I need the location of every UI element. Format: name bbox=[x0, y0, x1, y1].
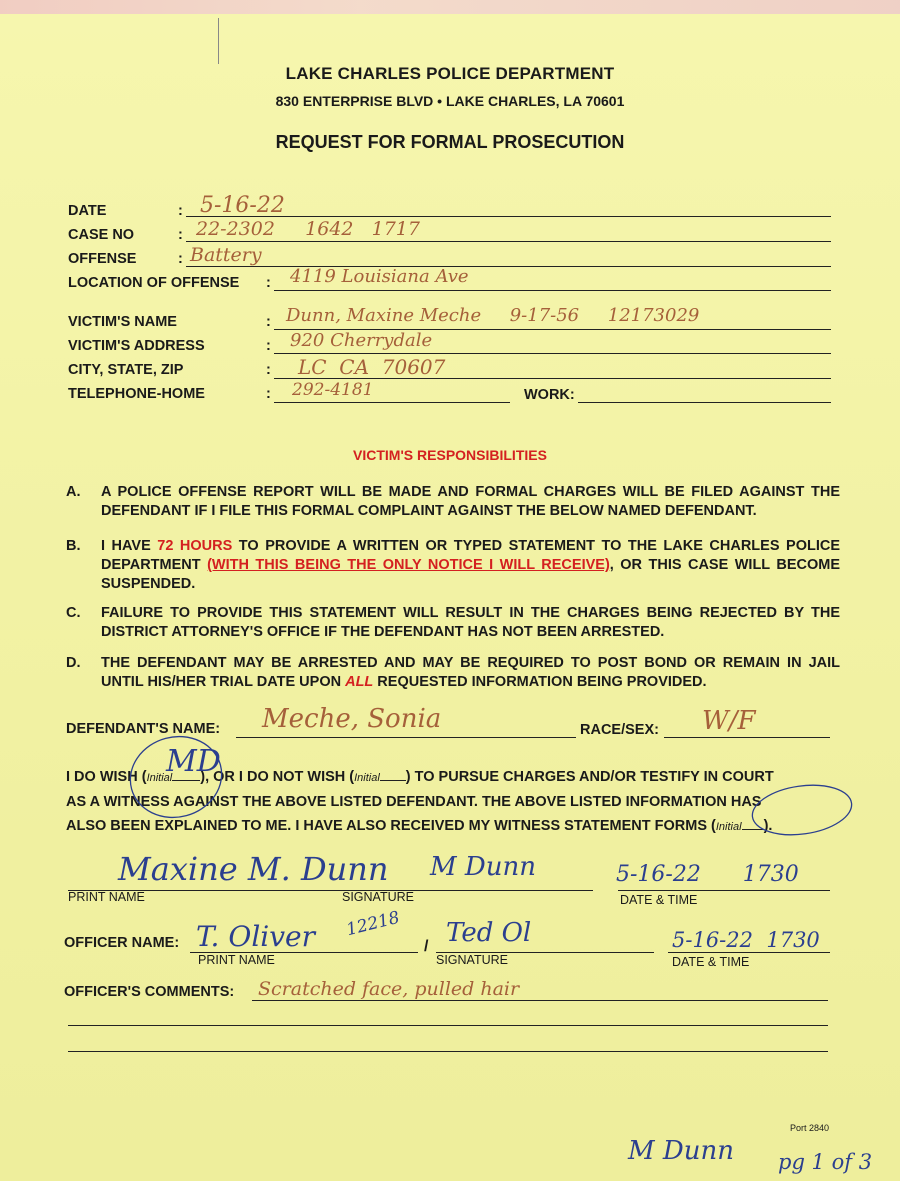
work-field[interactable] bbox=[578, 402, 831, 403]
officer-date-time-value[interactable]: 5-16-22 1730 bbox=[672, 928, 820, 952]
paper-mark bbox=[218, 18, 219, 64]
responsibility-d: D. THE DEFENDANT MAY BE ARRESTED AND MAY BE REQUIRED TO POST BOND OR REMAIN IN JAIL UNTIL HIS/HER TRIAL DATE UPON ALL REQUESTED INFORMATION BEING PROVIDED. bbox=[66, 655, 840, 690]
responsibility-a: A. A POLICE OFFENSE REPORT WILL BE MADE AND FORMAL CHARGES WILL BE FILED AGAINST THE DEFENDANT IF I FILE THIS FORMAL COMPLAINT AGAINST THE BELOW NAMED DEFENDANT. bbox=[66, 484, 840, 519]
victim-address-value[interactable]: 920 Cherrydale bbox=[290, 330, 433, 351]
victim-name-value[interactable]: Dunn, Maxine Meche 9-17-56 12173029 bbox=[286, 305, 700, 326]
statement-forms-circle-mark bbox=[748, 780, 858, 840]
defendant-name-value[interactable]: Meche, Sonia bbox=[262, 704, 442, 734]
initial-statement-forms[interactable]: Initial bbox=[715, 821, 742, 833]
victim-signature-label: SIGNATURE bbox=[342, 890, 414, 904]
victim-date-time-value[interactable]: 5-16-22 1730 bbox=[616, 862, 799, 887]
officer-signature-label: SIGNATURE bbox=[436, 953, 508, 967]
telephone-home-value[interactable]: 292-4181 bbox=[292, 380, 374, 400]
wish-line-3: ALSO BEEN EXPLAINED TO ME. I HAVE ALSO RECEIVED MY WITNESS STATEMENT FORMS (Initial ). bbox=[66, 818, 773, 834]
department-address: 830 ENTERPRISE BLVD • LAKE CHARLES, LA 70601 bbox=[275, 93, 625, 109]
race-sex-label: RACE/SEX: bbox=[580, 722, 659, 738]
defendant-name-label: DEFENDANT'S NAME: bbox=[66, 721, 221, 737]
victim-print-name-value[interactable]: Maxine M. Dunn bbox=[118, 850, 389, 888]
do-wish-initials: MD bbox=[166, 744, 221, 779]
department-name: LAKE CHARLES POLICE DEPARTMENT bbox=[285, 64, 615, 83]
comments-line-3[interactable] bbox=[68, 1051, 828, 1052]
officer-badge-value: 12218 bbox=[344, 907, 402, 941]
location-value[interactable]: 4119 Louisiana Ave bbox=[290, 266, 469, 287]
date-label: DATE bbox=[68, 203, 107, 219]
case-no-label: CASE NO bbox=[68, 227, 135, 243]
victim-signature-value[interactable]: M Dunn bbox=[430, 852, 536, 882]
initial-do-not-wish[interactable]: Initial bbox=[354, 772, 380, 784]
all-highlight: ALL bbox=[345, 674, 374, 690]
officer-comments-value[interactable]: Scratched face, pulled hair bbox=[258, 978, 520, 1000]
work-label: WORK: bbox=[524, 387, 575, 403]
location-label: LOCATION OF OFFENSE bbox=[68, 275, 240, 291]
responsibility-c: C. FAILURE TO PROVIDE THIS STATEMENT WILL RESULT IN THE CHARGES BEING REJECTED BY THE DISTRICT ATTORNEY'S OFFICE IF THE DEFENDANT HAS NOT BEEN ARRESTED. bbox=[66, 605, 840, 640]
date-value[interactable]: 5-16-22 bbox=[200, 193, 285, 218]
initial-do-wish[interactable]: Initial bbox=[146, 772, 173, 784]
officer-print-name-label: PRINT NAME bbox=[198, 953, 275, 967]
notice-highlight: (WITH THIS BEING THE ONLY NOTICE I WILL RECEIVE) bbox=[207, 557, 610, 573]
form-number: Port 2840 bbox=[790, 1123, 830, 1133]
wish-line-2: AS A WITNESS AGAINST THE ABOVE LISTED DEFENDANT. THE ABOVE LISTED INFORMATION HAS bbox=[66, 794, 762, 810]
telephone-home-label: TELEPHONE-HOME bbox=[68, 386, 205, 402]
offense-label: OFFENSE bbox=[68, 251, 137, 267]
victim-date-time-label: DATE & TIME bbox=[620, 893, 698, 907]
officer-signature-value[interactable]: Ted Ol bbox=[446, 918, 532, 948]
comments-line-2[interactable] bbox=[68, 1025, 828, 1026]
responsibility-b: B. I HAVE 72 HOURS TO PROVIDE A WRITTEN OR TYPED STATEMENT TO THE LAKE CHARLES POLICE DEPARTMENT (WITH THIS BEING THE ONLY NOTICE I WILL RECEIVE), OR THIS CASE WILL BECOME SUSPENDED. bbox=[66, 538, 841, 592]
initials-circle-mark bbox=[120, 725, 230, 835]
form-title: REQUEST FOR FORMAL PROSECUTION bbox=[275, 132, 625, 152]
officer-name-label: OFFICER NAME: bbox=[64, 935, 180, 951]
hours-highlight: 72 HOURS bbox=[157, 538, 233, 554]
wish-line-1: I DO WISH (Initial ), OR I DO NOT WISH (Initial ) TO PURSUE CHARGES AND/OR TESTIFY IN COURT bbox=[66, 769, 774, 785]
page-count-note: pg 1 of 3 bbox=[778, 1150, 873, 1174]
footer-signature: M Dunn bbox=[628, 1136, 734, 1166]
victim-print-name-label: PRINT NAME bbox=[68, 890, 145, 904]
offense-value[interactable]: Battery bbox=[190, 244, 262, 266]
top-color-strip bbox=[0, 0, 900, 14]
form-page: LAKE CHARLES POLICE DEPARTMENT 830 ENTERPRISE BLVD • LAKE CHARLES, LA 70601 REQUEST FOR FORMAL PROSECUTION DATE : 5-16-22 CASE NO : 22-2302 1642 1717 OFFENSE : Battery LOCATION OF OFFENSE : 4119 Louisiana Ave VICTIM'S NAME : Dunn, Maxine Meche 9-17-56 12173029 VICTIM'S ADDRESS : 920 Cherrydale CITY, STATE, ZIP : LC CA 70607 TELEPHONE-HOME : 292-4181 WORK: VICTIM'S RESPONSIBILITIES A. A POLICE OFFENSE REPORT WILL BE MADE AND FORMAL CHARGES WILL BE FILED AGAINST THE DEFENDANT IF I FILE THIS FORMAL COMPLAINT AGAINST THE BELOW NAMED DEFENDANT. B. I HAVE 72 HOURS TO PROVIDE A WRITTEN OR TYPED STATEMENT TO THE LAKE CHARLES POLICE DEPARTMENT (WITH THIS BEING THE ONLY NOTICE I WILL RECEIVE), OR THIS CASE WILL BECOME SUSPENDED. C. FAILURE TO PROVIDE THIS STATEMENT WILL RESULT IN THE CHARGES BEING REJECTED BY THE DISTRICT ATTORNEY'S OFFICE IF THE DEFENDANT HAS NOT BEEN ARRESTED. D. THE DEFENDANT MAY BE ARRESTED AND MAY BE REQUIRED TO POST BOND OR REMAIN IN JAIL UNTIL HIS/HER TRIAL DATE UPON ALL REQUESTED INFORMATION BEING PROVIDED. DEFENDANT'S NAME: Meche, Sonia RACE/SEX: W/F I DO WISH (Initial ), OR I DO NOT WISH (Initial ) TO PURSUE CHARGES AND/OR TESTIFY IN COURT AS A WITNESS AGAINST THE ABOVE LISTED DEFENDANT. THE ABOVE LISTED INFORMATION HAS ALSO BEEN EXPLAINED TO ME. I HAVE ALSO RECEIVED MY WITNESS STATEMENT FORMS (Initial ). MD Maxine M. Dunn M Dunn 5-16-22 1730 PRINT NAME SIGNATURE DATE & TIME OFFICER NAME: / T. Oliver 12218 Ted Ol 5-16-22 1730 PRINT NAME SIGNATURE DATE & TIME OFFICER'S COMMENTS: Scratched face, pulled hair Port 2840 M Dunn pg 1 of 3 bbox=[0, 0, 900, 1181]
responsibilities-title: VICTIM'S RESPONSIBILITIES bbox=[353, 447, 547, 463]
officer-print-name-value[interactable]: T. Oliver bbox=[196, 920, 315, 953]
race-sex-value[interactable]: W/F bbox=[702, 706, 756, 736]
case-no-value[interactable]: 22-2302 1642 1717 bbox=[196, 218, 420, 240]
victim-name-label: VICTIM'S NAME bbox=[68, 314, 177, 330]
city-state-zip-label: CITY, STATE, ZIP bbox=[68, 362, 184, 378]
victim-address-label: VICTIM'S ADDRESS bbox=[68, 338, 205, 354]
city-state-zip-value[interactable]: LC CA 70607 bbox=[298, 355, 446, 379]
officer-comments-label: OFFICER'S COMMENTS: bbox=[64, 984, 235, 1000]
officer-date-time-label: DATE & TIME bbox=[672, 955, 750, 969]
